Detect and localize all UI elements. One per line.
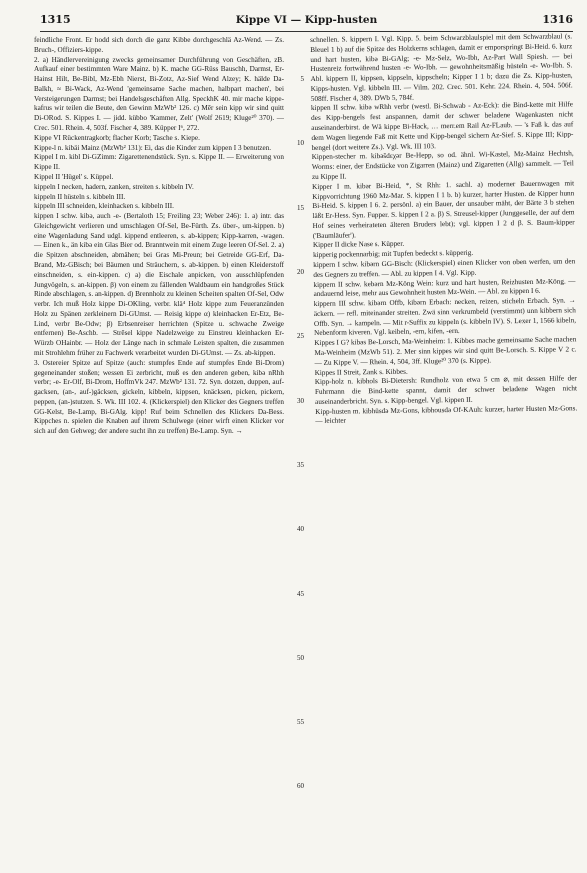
line-number: 15 [297,203,304,212]
dictionary-entry: kippern III schw. kibərn Offb, kibərn Erbach: necken, reizen, sticheln Erbach. Syn. → äckern. — refl. miteinander streiten. Zwä sinn verkrumbeld (verstimmt) unn kibbern sich Offb. Syn. → kampeln. — Mit r-Suffix zu kippeln (s. kibbeln IV). S. Lexer 1, 1566 kibeln, Nebenform kiveren. Vgl. keibeln, -ern, kifen, -ern. [313,296,577,338]
line-number: 40 [297,525,304,534]
dictionary-entry: kippeln II hüsteln s. kibbeln III. [34,192,126,201]
dictionary-entry: Kipp-holz n. kibhols Bi-Dietersh: Rundholz von etwa 5 cm ⌀, mit dessen Hilfe der Fuhrmann die Bind-kette spannt, damit der schwer beladene Wagen nicht auseinanderbricht. Syn. s. Kipp-bengel. Vgl. kippen II. [314,374,578,406]
dictionary-entry: kippeln III schneiden, kleinhacken s. kibbeln III. [34,202,174,211]
line-number: 25 [297,332,304,341]
left-column [34,36,284,437]
dictionary-entry: schnellen. S. kippern I. Vgl. Kipp. 5. beim Schwarzblaulspiel mit dem Schwarzblaul (s. Bleuel 1 b) auf die Spitze des Holzkerns schlagen, damit er emporspringt Bi-Heid. 6. kurz und hart husten, kibə Bi-GAlg; -e- Mz-Selz, Wo-Ibh, Az-Part Wall Spiesh. — bei Hustenreiz fortwährend husten -e- Wo-Ibh. — gewohnheitsmäßig hüsteln -e- Wo-Ibh. S. Abl. kippern II, kippsen, kippseln, kippscheln; Kipper I 1 b; dazu die Zs. Kipp-husten, Kipps-husten. Vgl. kibbeln III. — Vilm. 202. Crec. 501. Kehr. 224. Rhein. 4, 504. 506f. 508ff. Fischer 4, 389. DWb 5, 784f. [310,32,573,103]
dictionary-entry: Kippel II 'Hügel' s. Küppel. [34,172,114,181]
dictionary-entry: kipperig pockennarbig; mit Tupfen bedeckt s. küpperig. [313,248,474,260]
dictionary-entry: Kipper I m. kibər Bi-Heid, *, St Rhh: 1. sachl. a) moderner Bauernwagen mit Kippvorrichtung 1960 Mz-Mar. S. kippen I 1 b. b) kurzer, harter Husten. de Kipper hunn Bi-Heid. S. kippen I 6. 2. persönl. a) ein Bauer, der unsauber mäht, der Bärte 3 b stehen läßt Er-Hess. Syn. Fupper. S. kippen I 2 a. β) S. Streusel-kipper (Junggeselle, der auf dem Hof seines verheirateten älteren Bruders lebt); vgl. kippen I 2 d β. S. Baum-kipper ('Baumläufer'). [312,179,575,240]
dictionary-entry: Kippes II Streit, Zank s. Kibbes. [314,367,408,377]
left-page-number: 1315 [40,13,71,26]
running-title: Kippe VI — Kipp-husten [235,14,378,26]
dictionary-entry: Kippen-stecher m. kibəšdɛχər Be-Hepp, so od. ähnl. Wi-Kastel, Mz-Mainz Hechtsh, Worms: einer, der Endstücke von Zigarren (Mainz) und Zigaretten (Allg) sammelt. — Teil zu Kippe II. [311,149,574,181]
dictionary-entry: kippern II schw. kebərn Mz-Köng Wein: kurz und hart husten, Reizhusten Mz-Köng. — andauernd leise, mehr aus Gewohnheit husten Mz-Wein. — Abl. zu kippen I 6. [313,276,576,299]
line-number: 60 [297,782,304,791]
line-number: 10 [297,139,304,148]
dictionary-entry: kippen I schw. kibə, auch -e- (Bertaloth 15; Freiling 23; Weber 246): 1. a) intr. das Gleichgewicht verlieren und umschlagen Of-Sel, Be-Fürth. Zs. über-, um-kippen. b) eine Wagenladung Sand udgl. kippend entleeren, s. ab-kippen; Kipp-karren, -wagen. — Einen k., än kibə ein Glas Bier od. Branntwein mit einem Zuge leeren Of-Sel. 2. a) die Spitzen abschneiden, abmähen; bei Gras Mi-Preun; bei Getreide GG-Erf, Da-Brand, Mz-GBisch; bei Bäumen und Sträuchern, s. ab-kippen. b) einen Kleiderstoff einschneiden, s. ein-kippen. c) a) die Eischale anpicken, von ausschlüpfenden Jungvögeln, s. an-kippen. β) von einem zu fällenden Waldbaum ein handgroßes Stück Rinde abschlagen, s. an-kippen. d) Brennholz zu kleinen Scheiten spalten Of-Sel, Odw verbr. Ich muß Holz kippe Di-OKling, verbr. klä⁴ Holz kippe zum Feueranzünden Holz zu Spänen zerkleinern Di-GUmst. — Reisig kippe α) kleinhacken Er-Etz, Be-Lind, verbr Be-Odw; β) Erbsenreiser herrichten (Spitze u. schwache Zweige entfernen) Be-Aschb. — Strēsel kippe Nadelzweige zu Einstreu kleinhacken Er-Würzb OHainbr. — Holz der Länge nach in schmale Leisten spalten, die zusammen mit Strohlehm früher zu Fachwerk verarbeitet wurden Di-GUmst. — Zs. ab-kippen. [34,212,284,357]
dictionary-entry: Kipper II dicke Nase s. Küpper. [312,240,405,250]
line-number: 30 [297,396,304,405]
dictionary-entry: kippern I schw. kibərn GG-Bisch: (Klickerspiel) einen Klicker von oben werfen, um den des Gegners zu treffen. — Abl. zu kippen I 4. Vgl. Kipp. [313,257,576,279]
line-number: 20 [297,268,304,277]
line-number: 55 [297,718,304,727]
page-header [40,13,573,29]
dictionary-entry: Kippes I G? kibəs Be-Lorsch, Ma-Weinheim: 1. Kibbes mache gemeinsame Sache machen Ma-Weinheim (MzWb 51). 2. Mer sinn kippes wir sind quitt Be-Lorsch. S. Kippe V 2 c. — Zu Kippe V. — Rhein. 4, 504, 3ff. Kluge²⁰ 370 (s. Kippe). [314,335,577,367]
line-number: 5 [300,75,304,84]
line-number: 35 [297,460,304,469]
dictionary-entry: kippeln I necken, hadern, zanken, streiten s. kibbeln IV. [34,182,194,191]
right-page-number: 1316 [542,13,573,26]
dictionary-entry: Kippe-l n. kibäi Mainz (MzWb² 131): Ei, das die Kinder zum kippen I 3 benutzen. [34,143,272,152]
line-number: 50 [297,653,304,662]
dictionary-entry: Kippe VI Rückentragkorb; flacher Korb; Tasche s. Kiepe. [34,133,200,142]
dictionary-entry: feindliche Front. Er hodd sich dorch die ganz Kibbe dorchgeschlä Az-Wend. — Zs. Bruch-, Offiziers-kippe. [34,36,284,54]
dictionary-entry: 3. Ostereier Spitze auf Spitze (auch: stumpfes Ende auf stumpfes Ende Bi-Drom) gegeneinander stoßen; wessen Ei zerbricht, muß es den anderen geben, kibə nRhh verbr; -e- Er-Olf, Bi-Drom, HoffmVk 247. MzWb² 131. 72. Syn. dotzen, duppen, auf-gacksen, (an-, auf-)gäcksen, gickeln, kibbeln, kippsen, knäcksen, picken, pickern, peppen, (an-)stutzen. S. Wk. III 102. 4. (Klickerspiel) den Klicker des Gegners treffen GG-Kelst, Be-Lamp, Bi-GAlg. kipp! Ruf beim Schnellen des Klickers Da-Bess. Kippches n. spielen die Knaben auf ihrem Schulwege (einer wirft einen Klicker vor sich auf den Gehweg; der andere sucht ihn zu treffen) Be-Lamp. Syn. → [34,358,284,436]
dictionary-entry: Kippel I m. kibl Di-GZimm: Zigarettenendstück. Syn. s. Kippe II. — Erweiterung von Kippe II. [34,153,284,172]
right-column [310,32,577,427]
line-number: 45 [297,589,304,598]
dictionary-entry: kippen II schw. kibə wRhh verbr (westl. Bi-Schwab - Az-Eck): die Bind-kette mit Hilfe des Kipp-bengels fest anspannen, damit der schwer beladene Wagenkasten nicht auseinanderbirst. de Wä kippe Bi-Hack, … merr.em Rail Az-FLaub. — 's Faß k. das auf dem Wagen liegende Faß mit Kette und Kipp-bengel sichern Az-Sief. S. Kippe III; Kipp-bengel (dort weitere Zs.). Vgl. Wk. III 103. [310,100,574,152]
dictionary-entry: Kipp-husten m. kibhūsdə Mz-Gons, kibhousdə Of-KAuh: kurzer, harter Husten Mz-Gons. — leichter [315,403,578,426]
header-rule [40,31,573,32]
dictionary-entry: 2. a) Händlervereinigung zwecks gemeinsamer Durchführung von Geschäften, zB. Aufkauf einer bestimmten Ware Mainz. b) K. mache GG-Rüss Bauschh, Darmst, Er-Hainst Hilt, Be-Bibl, Mz-Ebh Nierst, Bi-Zotz, Az-Sief Wend Alzey; K. hälde Da-Balkh, ≈ Bi-Wack, Az-Wend 'gemeinsame Sache machen, halbpart machen', bei Versteigerungen Darmst; bei Handelsgeschäften Allg. SpeckhK 40. mir mache kippe-kafrus wir teilen die Beute, den Gewinn MzWb² 126. c) Mēr sein kipp wir sind quitt Di-ORod. S. Kippes I. — jidd. kübbo 'Kammer, Zelt' (Wolf 2619; Kluge²⁰ 370). — Crec. 501. Rhein. 4, 503f. Fischer 4, 389. Küpper I⁶, 272. [34,55,284,133]
